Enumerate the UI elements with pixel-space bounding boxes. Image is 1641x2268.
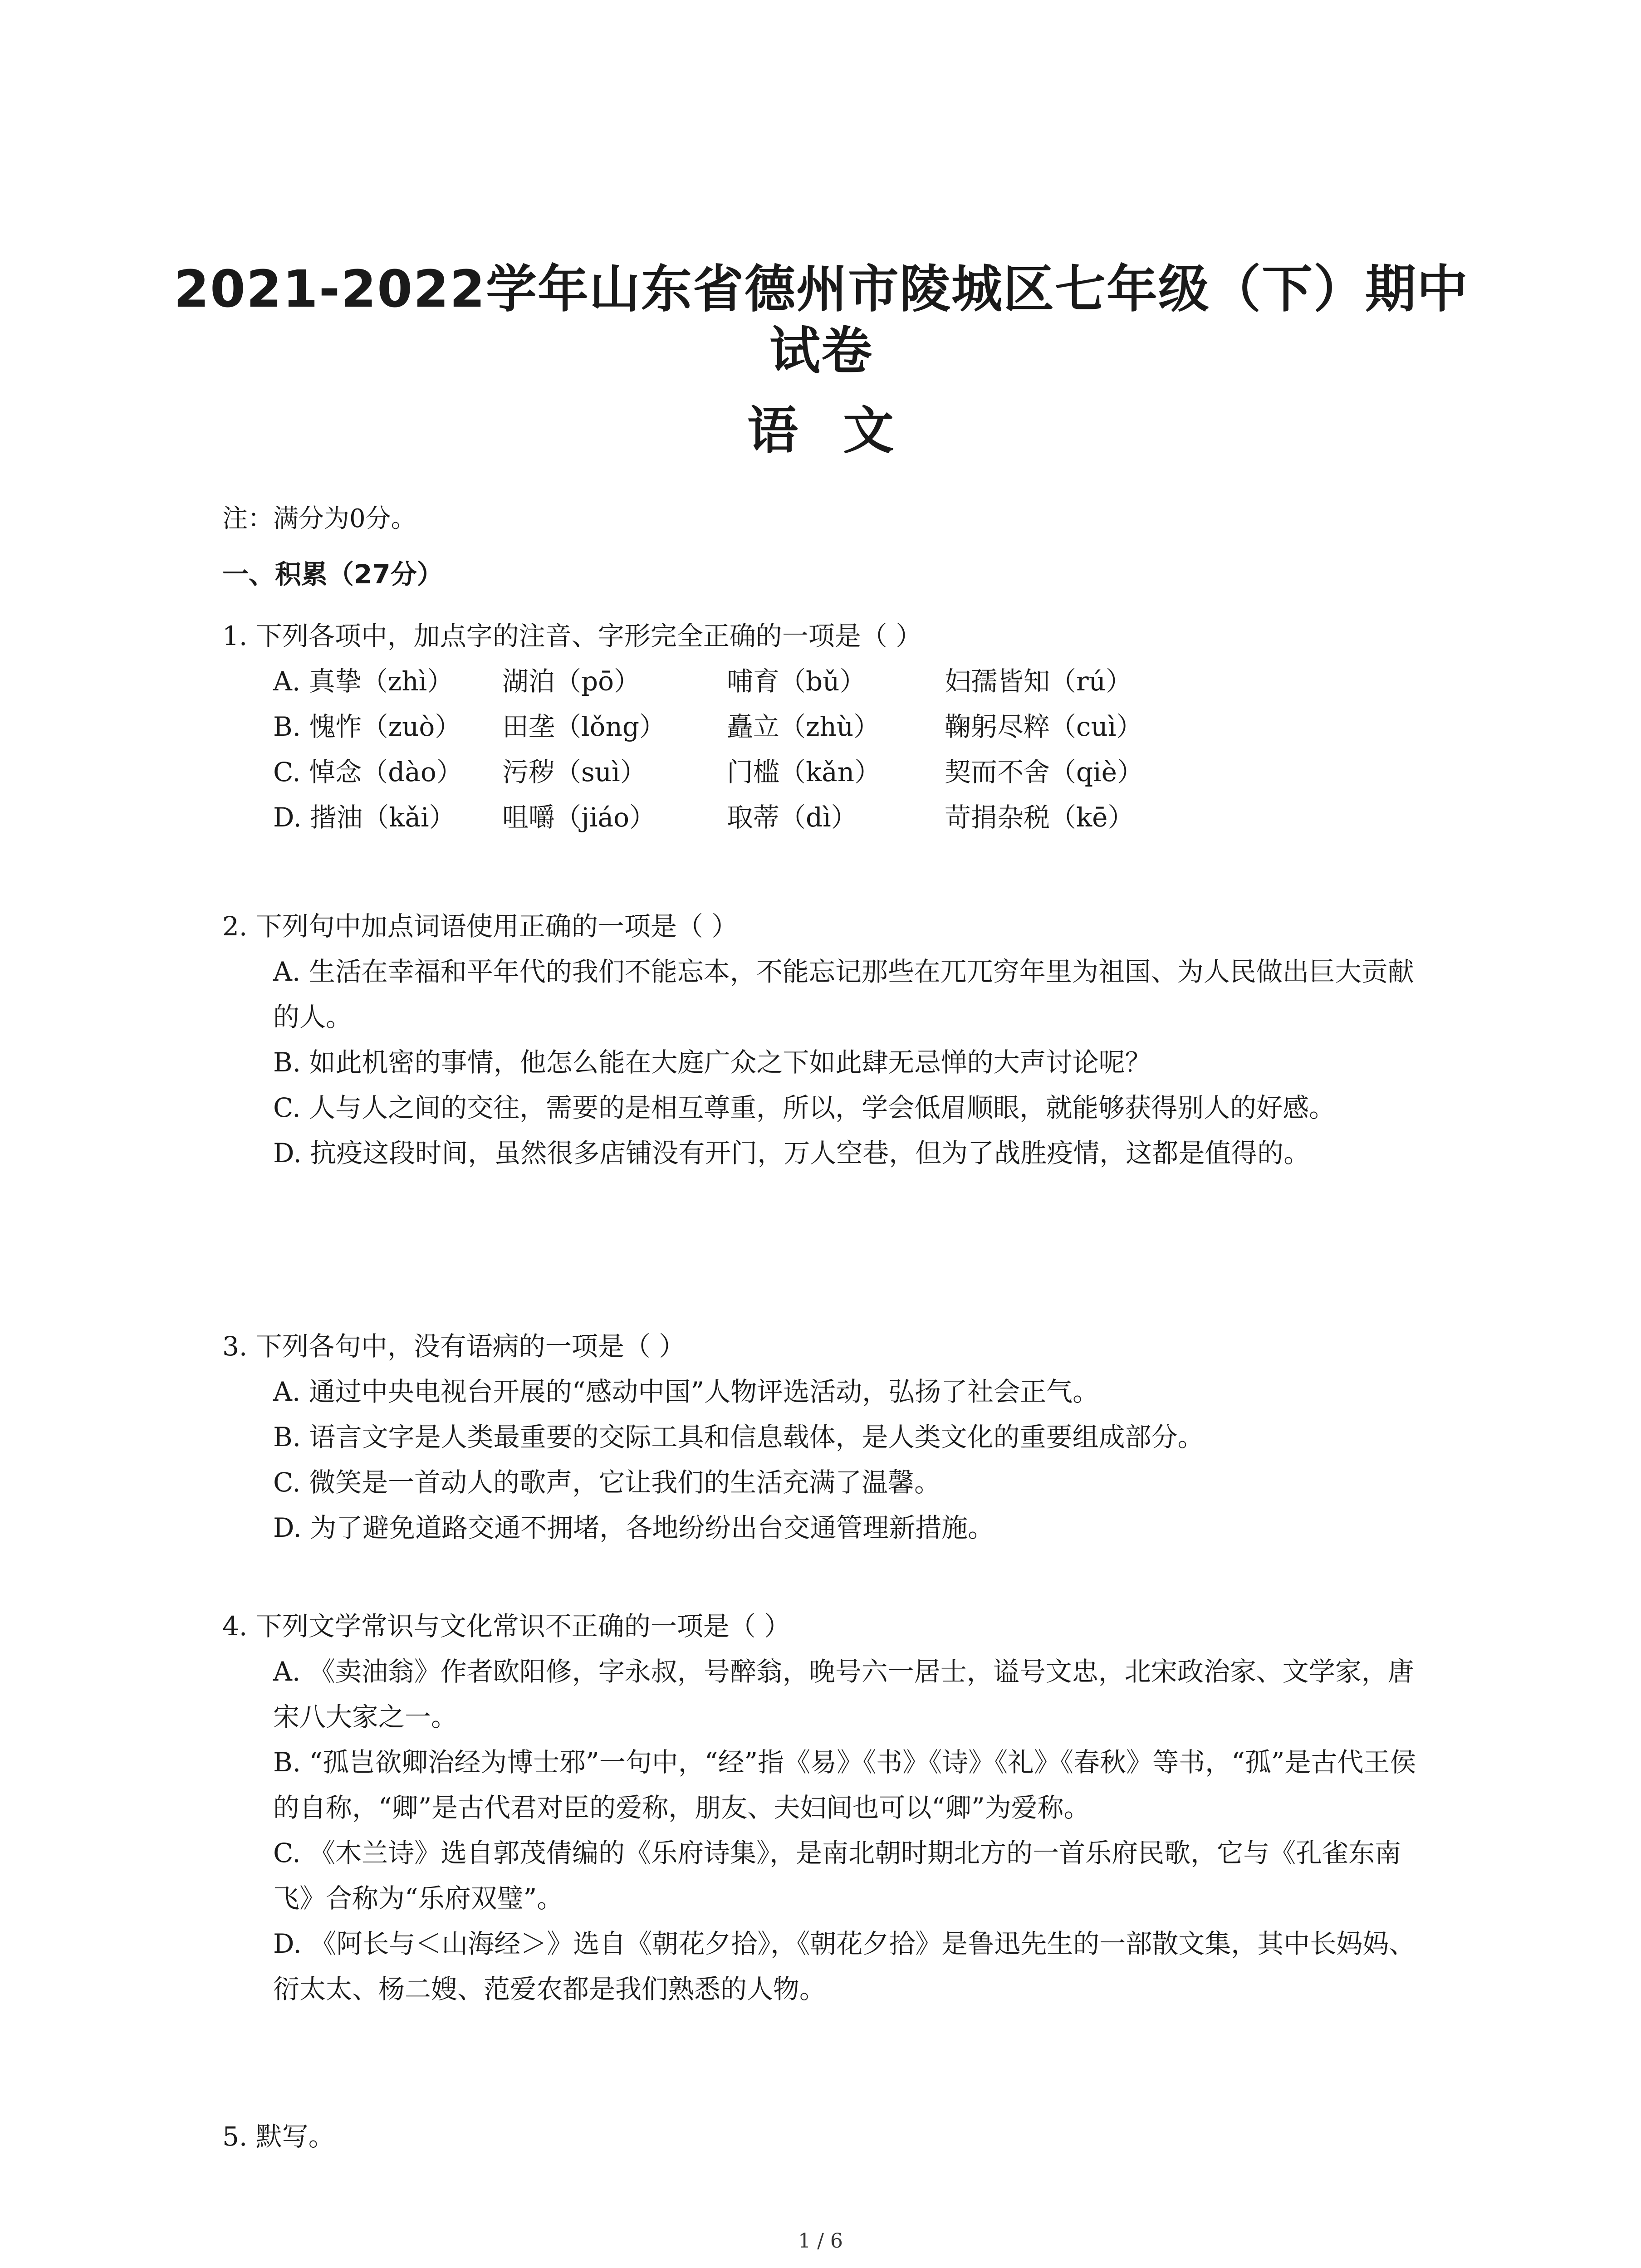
option-cell: 苛捐杂税（kē） bbox=[945, 802, 1134, 833]
option-cell: 鞠躬尽粹（cuì） bbox=[945, 711, 1143, 742]
question-3 bbox=[222, 1324, 1429, 1550]
score-note: 注：满分为0分。 bbox=[222, 504, 416, 533]
option-cell: 咀嚼（jiáo） bbox=[502, 802, 656, 833]
question-1 bbox=[222, 613, 1429, 840]
option-cell: 田垄（lǒng） bbox=[502, 711, 666, 742]
option-cell: D. 揩油（kǎi） bbox=[273, 802, 456, 833]
question-stem: 4. 下列文学常识与文化常识不正确的一项是（ ） bbox=[222, 1611, 791, 1642]
question-5 bbox=[222, 2114, 1429, 2159]
option-cell: 湖泊（pō） bbox=[502, 666, 641, 697]
option-cell: 契而不舍（qiè） bbox=[945, 757, 1144, 787]
option-a: A. 《卖油翁》作者欧阳修，字永叔，号醉翁，晚号六一居士，谥号文忠，北宋政治家、文学家，唐宋八大家之一。 bbox=[273, 1656, 1414, 1732]
option-cell: 矗立（zhù） bbox=[727, 711, 880, 742]
option-c: C. 人与人之间的交往，需要的是相互尊重，所以，学会低眉顺眼，就能够获得别人的好感。 bbox=[273, 1092, 1336, 1123]
question-2 bbox=[222, 904, 1429, 1176]
option-cell: 哺育（bǔ） bbox=[727, 666, 866, 697]
question-stem: 5. 默写。 bbox=[222, 2121, 335, 2152]
section-heading: 一、积累（27分） bbox=[222, 559, 443, 590]
option-c: C. 微笑是一首动人的歌声，它让我们的生活充满了温馨。 bbox=[273, 1467, 941, 1498]
option-a: A. 通过中央电视台开展的“感动中国”人物评选活动，弘扬了社会正气。 bbox=[273, 1376, 1099, 1407]
option-row-a bbox=[273, 659, 1429, 704]
option-row-c bbox=[273, 749, 1429, 795]
page-title: 2021-2022学年山东省德州市陵城区七年级（下）期中试卷 bbox=[174, 260, 1469, 381]
option-d: D. 抗疫这段时间，虽然很多店铺没有开门，万人空巷，但为了战胜疫情，这都是值得的。 bbox=[273, 1138, 1310, 1168]
question-stem: 3. 下列各句中，没有语病的一项是（ ） bbox=[222, 1331, 686, 1362]
question-stem: 2. 下列句中加点词语使用正确的一项是（ ） bbox=[222, 911, 738, 942]
option-cell: 门槛（kǎn） bbox=[727, 757, 881, 787]
option-c: C. 《木兰诗》选自郭茂倩编的《乐府诗集》，是南北朝时期北方的一首乐府民歌，它与《孔雀东南飞》合称为“乐府双璧”。 bbox=[273, 1838, 1401, 1914]
question-stem: 1. 下列各项中，加点字的注音、字形完全正确的一项是（ ） bbox=[222, 621, 922, 651]
option-cell: C. 悼念（dào） bbox=[273, 757, 463, 787]
option-b: B. 如此机密的事情，他怎么能在大庭广众之下如此肆无忌惮的大声讨论呢？ bbox=[273, 1047, 1151, 1078]
option-cell: B. 愧怍（zuò） bbox=[273, 711, 461, 742]
option-b: B. 语言文字是人类最重要的交际工具和信息载体，是人类文化的重要组成部分。 bbox=[273, 1422, 1204, 1452]
option-d: D. 为了避免道路交通不拥堵，各地纷纷出台交通管理新措施。 bbox=[273, 1512, 994, 1543]
option-row-d bbox=[273, 795, 1429, 840]
option-cell: 妇孺皆知（rú） bbox=[945, 666, 1132, 697]
option-cell: A. 真挚（zhì） bbox=[273, 666, 454, 697]
option-cell: 污秽（suì） bbox=[502, 757, 647, 787]
subject-heading: 语 文 bbox=[747, 401, 894, 460]
option-row-b bbox=[273, 704, 1429, 749]
option-a: A. 生活在幸福和平年代的我们不能忘本，不能忘记那些在兀兀穷年里为祖国、为人民做出巨大贡献的人。 bbox=[273, 956, 1414, 1032]
option-d: D. 《阿长与＜山海经＞》选自《朝花夕拾》，《朝花夕拾》是鲁迅先生的一部散文集，其中长妈妈、衍太太、杨二嫂、范爱农都是我们熟悉的人物。 bbox=[273, 1928, 1416, 2004]
option-cell: 取蒂（dì） bbox=[727, 802, 857, 833]
question-4 bbox=[222, 1603, 1429, 2012]
page-number: 1 / 6 bbox=[798, 2229, 843, 2253]
option-b: B. “孤岂欲卿治经为博士邪”一句中，“经”指《易》《书》《诗》《礼》《春秋》等书，“孤”是古代王侯的自称，“卿”是古代君对臣的爱称，朋友、夫妇间也可以“卿”为爱称。 bbox=[273, 1747, 1416, 1823]
